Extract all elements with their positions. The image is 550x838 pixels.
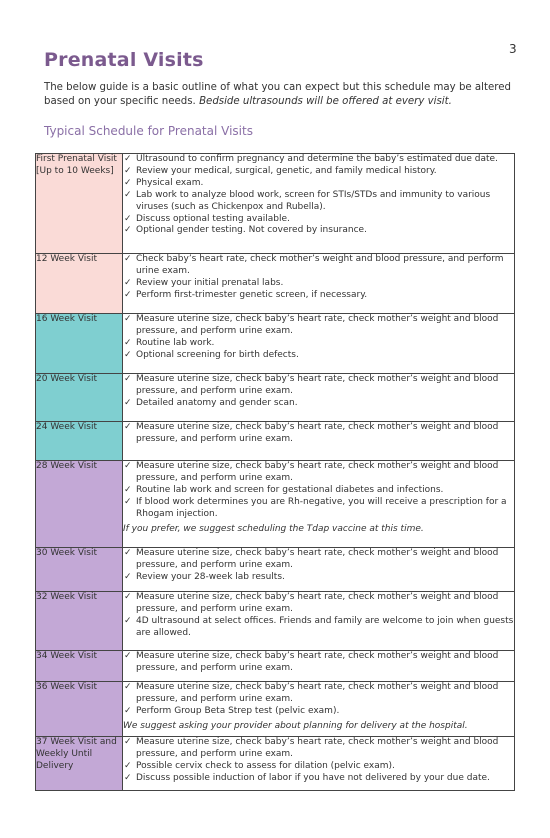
checklist-item-text: Measure uterine size, check baby’s heart rate, check mother’s weight and blood pressure, and perform urine exam.	[136, 314, 499, 336]
schedule-row	[36, 592, 515, 651]
schedule-row	[36, 422, 515, 461]
schedule-row	[36, 254, 515, 314]
visit-details	[123, 422, 515, 461]
checklist-item-text: 4D ultrasound at select offices. Friends and family are welcome to join when guests are allowed.	[136, 615, 514, 638]
checklist-item	[123, 761, 514, 773]
checklist-item-text: Measure uterine size, check baby’s heart rate, check mother’s weight and blood pressure, and perform urine exam.	[136, 422, 499, 444]
visit-details	[123, 461, 515, 548]
checklist-item	[123, 178, 514, 190]
checklist-item	[123, 497, 514, 521]
schedule-row	[36, 154, 515, 254]
checklist-item	[123, 682, 514, 706]
checklist-item	[123, 278, 514, 290]
schedule-row	[36, 374, 515, 422]
checklist-item-text: Possible cervix check to assess for dilation (pelvic exam).	[136, 760, 395, 771]
checklist-item	[123, 338, 514, 350]
checklist-item-text: If blood work determines you are Rh-negative, you will receive a prescription for a Rhogam injection.	[136, 496, 507, 519]
visit-label: 16 Week Visit	[36, 314, 123, 374]
checklist	[123, 374, 514, 410]
checkmark-icon: ✓	[124, 349, 132, 360]
checklist-item	[123, 398, 514, 410]
checklist-item-text: Discuss optional testing available.	[136, 213, 290, 224]
intro-italic-text: Bedside ultrasounds will be offered at every visit.	[199, 96, 452, 108]
checklist	[123, 548, 514, 584]
visit-label: 34 Week Visit	[36, 651, 123, 682]
checklist-item	[123, 706, 514, 718]
visit-note: If you prefer, we suggest scheduling the Tdap vaccine at this time.	[123, 523, 424, 534]
visit-details	[123, 737, 515, 791]
checklist-item	[123, 314, 514, 338]
checkmark-icon: ✓	[124, 461, 132, 471]
schedule-subtitle: Typical Schedule for Prenatal Visits	[44, 124, 253, 138]
schedule-row	[36, 682, 515, 737]
checkmark-icon: ✓	[124, 548, 132, 558]
checklist-item-text: Routine lab work and screen for gestational diabetes and infections.	[136, 484, 444, 495]
checklist-item-text: Measure uterine size, check baby’s heart rate, check mother’s weight and blood pressure, and perform urine exam.	[136, 548, 499, 570]
schedule-row	[36, 651, 515, 682]
checkmark-icon: ✓	[124, 213, 132, 224]
checklist-item	[123, 154, 514, 166]
checkmark-icon: ✓	[124, 772, 132, 783]
intro-text: The below guide is a basic outline of what you can expect but this schedule may be altered based on your specific needs.	[44, 82, 511, 108]
checklist-item	[123, 254, 514, 278]
checklist-item	[123, 166, 514, 178]
checklist	[123, 592, 514, 640]
checklist-item-text: Review your 28-week lab results.	[136, 571, 285, 582]
checkmark-icon: ✓	[124, 177, 132, 188]
checklist-item-text: Review your medical, surgical, genetic, and family medical history.	[136, 165, 437, 176]
schedule-row	[36, 461, 515, 548]
checklist	[123, 737, 514, 785]
checkmark-icon: ✓	[124, 705, 132, 716]
checkmark-icon: ✓	[124, 189, 132, 200]
checklist-item	[123, 737, 514, 761]
checklist-item-text: Check baby’s heart rate, check mother’s weight and blood pressure, and perform urine exam.	[136, 254, 504, 276]
checklist	[123, 682, 514, 718]
checklist-item	[123, 214, 514, 226]
checklist-item-text: Discuss possible induction of labor if you have not delivered by your due date.	[136, 772, 490, 783]
checklist-item	[123, 548, 514, 572]
visit-label: 12 Week Visit	[36, 254, 123, 314]
checkmark-icon: ✓	[124, 314, 132, 324]
checklist-item	[123, 422, 514, 446]
schedule-row	[36, 548, 515, 592]
checkmark-icon: ✓	[124, 289, 132, 300]
checkmark-icon: ✓	[124, 165, 132, 176]
checklist-item-text: Optional screening for birth defects.	[136, 349, 299, 360]
checklist-item-text: Review your initial prenatal labs.	[136, 277, 284, 288]
schedule-row	[36, 314, 515, 374]
checkmark-icon: ✓	[124, 737, 132, 747]
checkmark-icon: ✓	[124, 496, 132, 507]
checklist	[123, 314, 514, 362]
checkmark-icon: ✓	[124, 374, 132, 384]
checklist-item-text: Measure uterine size, check baby’s heart rate, check mother’s weight and blood pressure, and perform urine exam.	[136, 651, 499, 673]
checklist-item	[123, 190, 514, 214]
checkmark-icon: ✓	[124, 760, 132, 771]
visit-label: 36 Week Visit	[36, 682, 123, 737]
visit-details	[123, 314, 515, 374]
checklist-item-text: Measure uterine size, check baby’s heart rate, check mother’s weight and blood pressure, and perform urine exam.	[136, 592, 499, 614]
checklist-item	[123, 374, 514, 398]
visit-details	[123, 374, 515, 422]
checkmark-icon: ✓	[124, 651, 132, 661]
visit-label: 37 Week Visit and Weekly Until Delivery	[36, 737, 123, 791]
visit-label: 20 Week Visit	[36, 374, 123, 422]
checkmark-icon: ✓	[124, 337, 132, 348]
visit-label: 32 Week Visit	[36, 592, 123, 651]
checklist	[123, 422, 514, 446]
checklist-item-text: Detailed anatomy and gender scan.	[136, 397, 298, 408]
checklist-item	[123, 572, 514, 584]
page-title: Prenatal Visits	[44, 49, 204, 71]
checkmark-icon: ✓	[124, 225, 132, 236]
visit-details	[123, 651, 515, 682]
checklist	[123, 254, 514, 302]
visit-details	[123, 682, 515, 737]
intro-paragraph	[44, 81, 514, 109]
checklist-item-text: Lab work to analyze blood work, screen for STIs/STDs and immunity to various viruses (such as Chickenpox and Rubella).	[136, 189, 491, 212]
checklist-item	[123, 616, 514, 640]
visit-details	[123, 548, 515, 592]
checklist-item	[123, 461, 514, 485]
visit-label: 24 Week Visit	[36, 422, 123, 461]
checklist-item-text: Perform first-trimester genetic screen, if necessary.	[136, 289, 368, 300]
visit-details	[123, 592, 515, 651]
checklist-item	[123, 592, 514, 616]
checklist	[123, 154, 514, 237]
checklist	[123, 651, 514, 675]
checkmark-icon: ✓	[124, 615, 132, 626]
checkmark-icon: ✓	[124, 484, 132, 495]
checklist-item-text: Routine lab work.	[136, 337, 215, 348]
checklist-item-text: Measure uterine size, check baby’s heart rate, check mother’s weight and blood pressure, and perform urine exam.	[136, 682, 499, 704]
checklist-item	[123, 350, 514, 362]
visit-note: We suggest asking your provider about planning for delivery at the hospital.	[123, 720, 468, 731]
checklist-item	[123, 485, 514, 497]
prenatal-schedule-table	[35, 153, 515, 791]
page-number: 3	[509, 42, 517, 56]
checkmark-icon: ✓	[124, 397, 132, 408]
checkmark-icon: ✓	[124, 592, 132, 602]
visit-details	[123, 254, 515, 314]
checklist-item-text: Measure uterine size, check baby’s heart rate, check mother’s weight and blood pressure, and perform urine exam.	[136, 374, 499, 396]
checkmark-icon: ✓	[124, 154, 132, 164]
checkmark-icon: ✓	[124, 682, 132, 692]
checklist-item	[123, 773, 514, 785]
schedule-body	[36, 154, 515, 791]
visit-label: First Prenatal Visit [Up to 10 Weeks]	[36, 154, 123, 254]
visit-label: 28 Week Visit	[36, 461, 123, 548]
checkmark-icon: ✓	[124, 422, 132, 432]
checkmark-icon: ✓	[124, 277, 132, 288]
visit-label: 30 Week Visit	[36, 548, 123, 592]
checklist-item-text: Physical exam.	[136, 177, 204, 188]
checklist-item-text: Optional gender testing. Not covered by insurance.	[136, 225, 367, 236]
checklist-item-text: Perform Group Beta Strep test (pelvic exam).	[136, 705, 340, 716]
checklist-item	[123, 651, 514, 675]
checklist-item	[123, 225, 514, 237]
checklist-item-text: Measure uterine size, check baby’s heart rate, check mother’s weight and blood pressure, and perform urine exam.	[136, 461, 499, 483]
checkmark-icon: ✓	[124, 571, 132, 582]
visit-details	[123, 154, 515, 254]
checklist-item	[123, 290, 514, 302]
schedule-row	[36, 737, 515, 791]
checklist-item-text: Measure uterine size, check baby’s heart rate, check mother’s weight and blood pressure, and perform urine exam.	[136, 737, 499, 759]
checklist-item-text: Ultrasound to confirm pregnancy and determine the baby’s estimated due date.	[136, 154, 498, 164]
checklist	[123, 461, 514, 521]
checkmark-icon: ✓	[124, 254, 132, 264]
